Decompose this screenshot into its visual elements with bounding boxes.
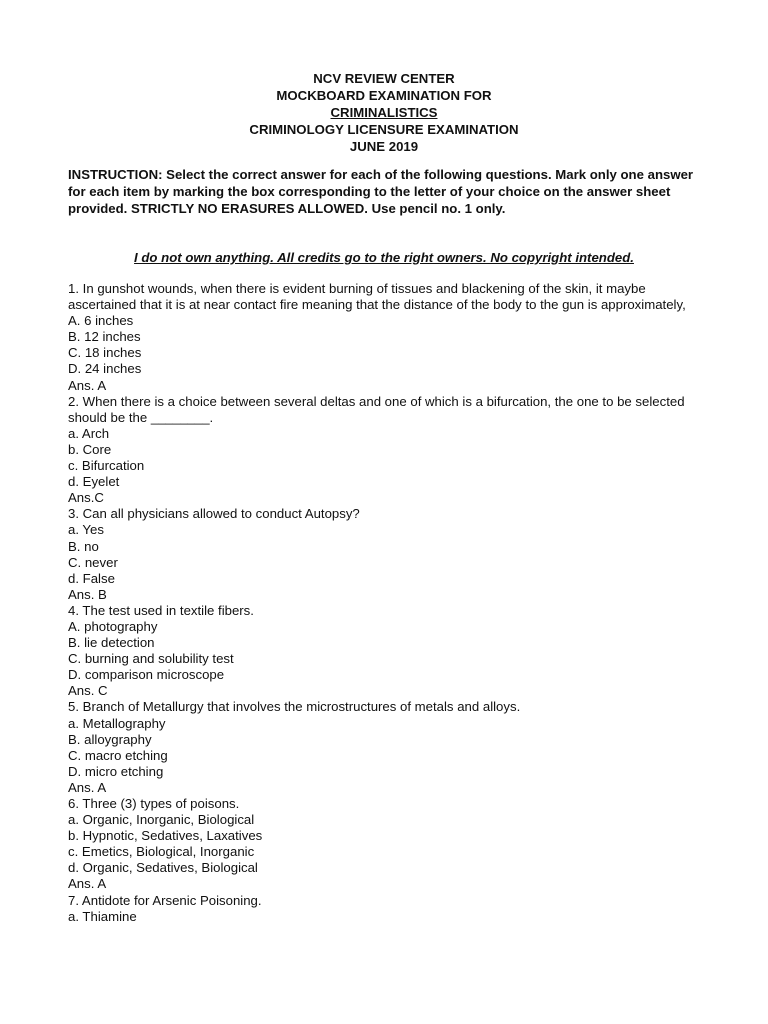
answer-option: d. Organic, Sedatives, Biological xyxy=(68,860,258,876)
answer-key: Ans. C xyxy=(68,683,108,699)
question-text: 4. The test used in textile fibers. xyxy=(68,602,254,618)
answer-option: a. Metallography xyxy=(68,715,166,731)
question-text: 3. Can all physicians allowed to conduct Autopsy? xyxy=(68,506,360,522)
answer-option: C. burning and solubility test xyxy=(68,651,234,667)
answer-key: Ans. A xyxy=(68,779,107,795)
question-item xyxy=(68,796,703,893)
question-item xyxy=(68,281,703,394)
answer-option: a. Thiamine xyxy=(68,908,137,924)
exam-date: JUNE 2019 xyxy=(349,139,419,154)
answer-key: Ans.C xyxy=(68,490,104,506)
answer-option: D. comparison microscope xyxy=(68,667,225,683)
answer-option: c. Emetics, Biological, Inorganic xyxy=(68,844,255,860)
licensure-exam-title: CRIMINOLOGY LICENSURE EXAMINATION xyxy=(249,122,519,137)
answer-option: B. lie detection xyxy=(68,635,155,651)
answer-option: B. 12 inches xyxy=(68,329,141,345)
questions-list xyxy=(68,281,703,925)
disclaimer-text: I do not own anything. All credits go to the right owners. No copyright intended. xyxy=(134,250,634,265)
answer-option: a. Yes xyxy=(68,522,104,538)
answer-key: Ans. A xyxy=(68,876,107,892)
answer-option: B. no xyxy=(68,538,99,554)
answer-option: A. 6 inches xyxy=(68,313,134,329)
answer-option: b. Hypnotic, Sedatives, Laxatives xyxy=(68,828,263,844)
answer-option: d. Eyelet xyxy=(68,474,120,490)
answer-option: c. Bifurcation xyxy=(68,458,145,474)
subject-title: CRIMINALISTICS xyxy=(330,105,438,120)
answer-option: b. Core xyxy=(68,441,112,457)
question-item xyxy=(68,394,703,507)
answer-option: d. False xyxy=(68,570,115,586)
answer-key: Ans. A xyxy=(68,377,107,393)
question-text: 1. In gunshot wounds, when there is evident burning of tissues and blackening of the skin, it maybe ascertained that it is at near contact fire meaning that the distance of the body to the gun is approximately, xyxy=(68,281,686,313)
answer-option: B. alloygraphy xyxy=(68,731,152,747)
question-item xyxy=(68,893,703,925)
answer-option: a. Organic, Inorganic, Biological xyxy=(68,812,255,828)
exam-title: MOCKBOARD EXAMINATION FOR xyxy=(276,88,492,103)
answer-option: D. 24 inches xyxy=(68,361,142,377)
answer-option: C. macro etching xyxy=(68,747,168,763)
question-text: 2. When there is a choice between several deltas and one of which is a bifurcation, the one to be selected should be the ________. xyxy=(68,393,685,425)
question-text: 5. Branch of Metallurgy that involves the microstructures of metals and alloys. xyxy=(68,699,521,715)
question-item xyxy=(68,699,703,796)
answer-option: A. photography xyxy=(68,618,158,634)
answer-option: a. Arch xyxy=(68,425,110,441)
question-text: 7. Antidote for Arsenic Poisoning. xyxy=(68,892,262,908)
question-item xyxy=(68,603,703,700)
answer-key: Ans. B xyxy=(68,586,107,602)
answer-option: C. never xyxy=(68,554,118,570)
question-item xyxy=(68,506,703,603)
instruction-paragraph: INSTRUCTION: Select the correct answer for each of the following questions. Mark only one answer for each item by marking the box corresponding to the letter of your choice on the answer sheet provided. STRICTLY NO ERASURES ALLOWED. Use pencil no. 1 only. xyxy=(68,167,694,216)
answer-option: C. 18 inches xyxy=(68,345,142,361)
question-text: 6. Three (3) types of poisons. xyxy=(68,796,240,811)
review-center-title: NCV REVIEW CENTER xyxy=(313,71,455,86)
document-header xyxy=(0,70,768,155)
answer-option: D. micro etching xyxy=(68,763,164,779)
